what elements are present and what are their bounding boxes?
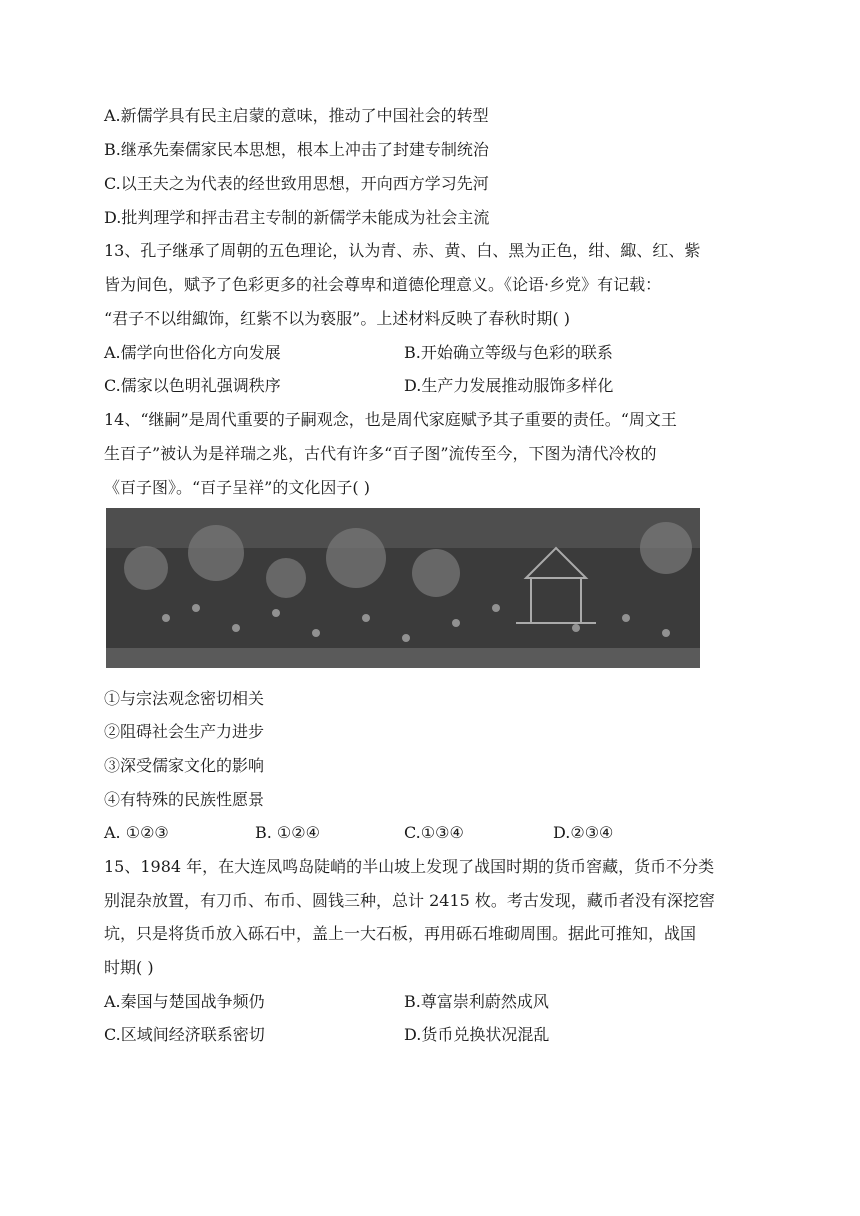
q12-option-d: D.批判理学和抨击君主专制的新儒学未能成为社会主流 — [104, 208, 490, 227]
q15-stem-line1: 15、1984 年，在大连凤鸣岛陡峭的半山坡上发现了战国时期的货币窖藏，货币不分类 — [104, 857, 715, 876]
q14-item-1: ①与宗法观念密切相关 — [104, 689, 265, 708]
q14-item-3: ③深受儒家文化的影响 — [104, 756, 265, 775]
q14-stem-line3: 《百子图》。“百子呈祥”的文化因子( ) — [104, 478, 370, 497]
q13-stem-line1: 13、孔子继承了周朝的五色理论，认为青、赤、黄、白、黑为正色，绀、緅、红、紫 — [104, 241, 701, 260]
q15-option-a: A.秦国与楚国战争频仍 — [104, 992, 265, 1011]
hundred-children-painting — [106, 508, 700, 668]
q15-stem-line4: 时期( ) — [104, 958, 154, 977]
q13-option-c: C.儒家以色明礼强调秩序 — [104, 376, 281, 395]
painting-illustration — [106, 508, 700, 668]
q12-option-b: B.继承先秦儒家民本思想，根本上冲击了封建专制统治 — [104, 140, 489, 159]
q15-stem-line3: 坑，只是将货币放入砾石中，盖上一大石板，再用砾石堆砌周围。据此可推知，战国 — [104, 924, 697, 943]
q13-option-d: D.生产力发展推动服饰多样化 — [404, 376, 614, 395]
q12-option-a: A.新儒学具有民主启蒙的意味，推动了中国社会的转型 — [104, 106, 489, 125]
q13-option-b: B.开始确立等级与色彩的联系 — [404, 343, 613, 362]
q14-stem-line1: 14、“继嗣”是周代重要的子嗣观念，也是周代家庭赋予其子重要的责任。“周文王 — [104, 410, 677, 429]
q15-stem-line2: 别混杂放置，有刀币、布币、圆钱三种，总计 2415 枚。考古发现，藏币者没有深挖窖 — [104, 891, 715, 910]
q14-item-2: ②阻碍社会生产力进步 — [104, 722, 265, 741]
q14-option-c: C.①③④ — [404, 823, 464, 842]
q14-stem-line2: 生百子”被认为是祥瑞之兆，古代有许多“百子图”流传至今，下图为清代冷枚的 — [104, 444, 657, 463]
q13-option-a: A.儒学向世俗化方向发展 — [104, 343, 281, 362]
q14-item-4: ④有特殊的民族性愿景 — [104, 790, 265, 809]
q13-stem-line2: 皆为间色，赋予了色彩更多的社会尊卑和道德伦理意义。《论语·乡党》有记载： — [104, 275, 662, 294]
q15-option-c: C.区域间经济联系密切 — [104, 1025, 265, 1044]
q14-option-a: A. ①②③ — [104, 823, 169, 842]
q14-option-d: D.②③④ — [553, 823, 614, 842]
q13-stem-line3: “君子不以绀緅饰，红紫不以为亵服”。上述材料反映了春秋时期( ) — [104, 309, 570, 328]
q15-option-b: B.尊富崇利蔚然成风 — [404, 992, 549, 1011]
q15-option-d: D.货币兑换状况混乱 — [404, 1025, 550, 1044]
q12-option-c: C.以王夫之为代表的经世致用思想，开向西方学习先河 — [104, 174, 489, 193]
q14-option-b: B. ①②④ — [255, 823, 320, 842]
